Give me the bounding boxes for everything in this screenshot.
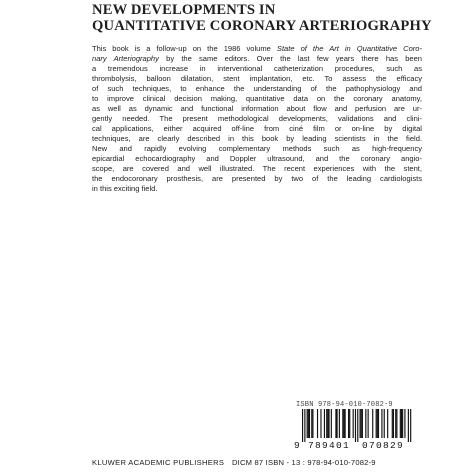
barcode-bar — [365, 409, 366, 438]
barcode-bar — [311, 409, 312, 438]
barcode-bar — [368, 409, 369, 438]
barcode-digits-group-1: 789401 — [308, 440, 351, 451]
barcode-bar — [401, 409, 402, 438]
barcode-bar — [404, 409, 405, 438]
isbn-barcode — [294, 400, 422, 460]
barcode-bar — [317, 409, 318, 438]
blurb-line: epicardial echocardiography and Doppler ultrasound, and the coronary angio- — [92, 154, 422, 163]
barcode-bar — [324, 409, 325, 438]
blurb-line: cal applications, either acquired off-line from ciné film or on-line by digital — [92, 124, 422, 133]
cited-volume-title-cont: nary Arteriography — [92, 54, 159, 63]
barcode-bar — [381, 409, 382, 438]
barcode-bar — [337, 409, 338, 438]
blurb-line: as well as dynamic and functional information about flow and perfusion are ur- — [92, 104, 422, 113]
barcode-bar — [342, 409, 343, 438]
publisher-name: KLUWER ACADEMIC PUBLISHERS — [92, 458, 225, 467]
barcode-bar — [312, 409, 313, 438]
barcode-bar — [395, 409, 396, 438]
barcode-guard-bar — [357, 409, 358, 442]
blurb-line: to improve clinical decision making, quantitative data on the coronary anatomy, — [92, 94, 422, 103]
barcode-bar — [396, 409, 397, 438]
barcode-bar — [353, 409, 354, 438]
blurb-line: New and rapidly evolving complementary methods such as high-frequency — [92, 144, 422, 153]
blurb-text: by the same editors. Over the last few years there has been — [166, 54, 422, 63]
blurb-line — [92, 54, 422, 64]
barcode-bar — [348, 409, 349, 438]
barcode-guard-bar — [355, 409, 356, 442]
barcode-bar — [376, 409, 377, 438]
title-line-2: QUANTITATIVE CORONARY ARTERIOGRAPHY — [92, 18, 432, 34]
barcode-bar — [360, 409, 361, 438]
isbn-label: ISBN 978-94-010-7082-9 — [296, 401, 393, 409]
barcode-guard-bar — [304, 409, 305, 442]
barcode-bar — [320, 409, 321, 438]
blurb-line: thrombolysis, balloon dilatation, stent implantation, etc. To assess the efficacy — [92, 74, 422, 83]
barcode-guard-bar — [302, 409, 303, 442]
catalog-code: DICM 87 ISBN - 13 : 978-94-010-7082-9 — [232, 458, 376, 467]
barcode-bar — [345, 409, 346, 438]
barcode-bar — [343, 409, 344, 438]
barcode-bar — [349, 409, 350, 438]
barcode-bar — [387, 409, 388, 438]
barcode-bar — [327, 409, 328, 438]
barcode-bar — [361, 409, 362, 438]
barcode-bar — [335, 409, 336, 438]
barcode-bar — [377, 409, 378, 438]
barcode-bar — [402, 409, 403, 438]
blurb-paragraph — [92, 44, 422, 194]
blurb-line: techniques, are clearly described in this book by leading scientists in the field. — [92, 134, 422, 143]
barcode-guard-bar — [408, 409, 409, 442]
cited-volume-title: State of the Art in Quantitative Coro- — [276, 44, 422, 53]
blurb-line: gently needed. The present methodological developments, validations and clini- — [92, 114, 422, 123]
barcode-bar — [392, 409, 393, 438]
barcode-guard-bar — [410, 409, 411, 442]
barcode-digit-lead: 9 — [294, 440, 300, 451]
book-title — [92, 2, 432, 34]
blurb-line: of such techniques, to enhance the understanding of the pathophysiology and — [92, 84, 422, 93]
barcode-bar — [393, 409, 394, 438]
barcode-bar — [307, 409, 308, 438]
blurb-line: a tremendous increase in interventional catheterization procedures, such as — [92, 64, 422, 73]
barcode-bar — [400, 409, 401, 438]
barcode-bar — [372, 409, 373, 438]
blurb-line: scope, are covered and well illustrated. The recent experiences with the stent, — [92, 164, 422, 173]
barcode-bar — [308, 409, 309, 438]
blurb-line: in this exciting field. — [92, 184, 158, 193]
barcode-bar — [362, 409, 363, 438]
barcode-bar — [331, 409, 332, 438]
title-line-1: NEW DEVELOPMENTS IN — [92, 2, 276, 18]
barcode-bar — [309, 409, 310, 438]
barcode-bar — [326, 409, 327, 438]
blurb-line: the endocoronary prosthesis, are presented by two of the leading cardiologists — [92, 174, 422, 183]
blurb-line — [92, 44, 422, 54]
barcode-digits-group-2: 070829 — [362, 440, 405, 451]
barcode-bar — [328, 409, 329, 438]
barcode-bar — [384, 409, 385, 438]
barcode-bar — [339, 409, 340, 438]
barcode-bars — [300, 409, 420, 443]
blurb-text: This book is a follow-up on the 1986 volume — [92, 44, 271, 53]
barcode-bar — [378, 409, 379, 438]
